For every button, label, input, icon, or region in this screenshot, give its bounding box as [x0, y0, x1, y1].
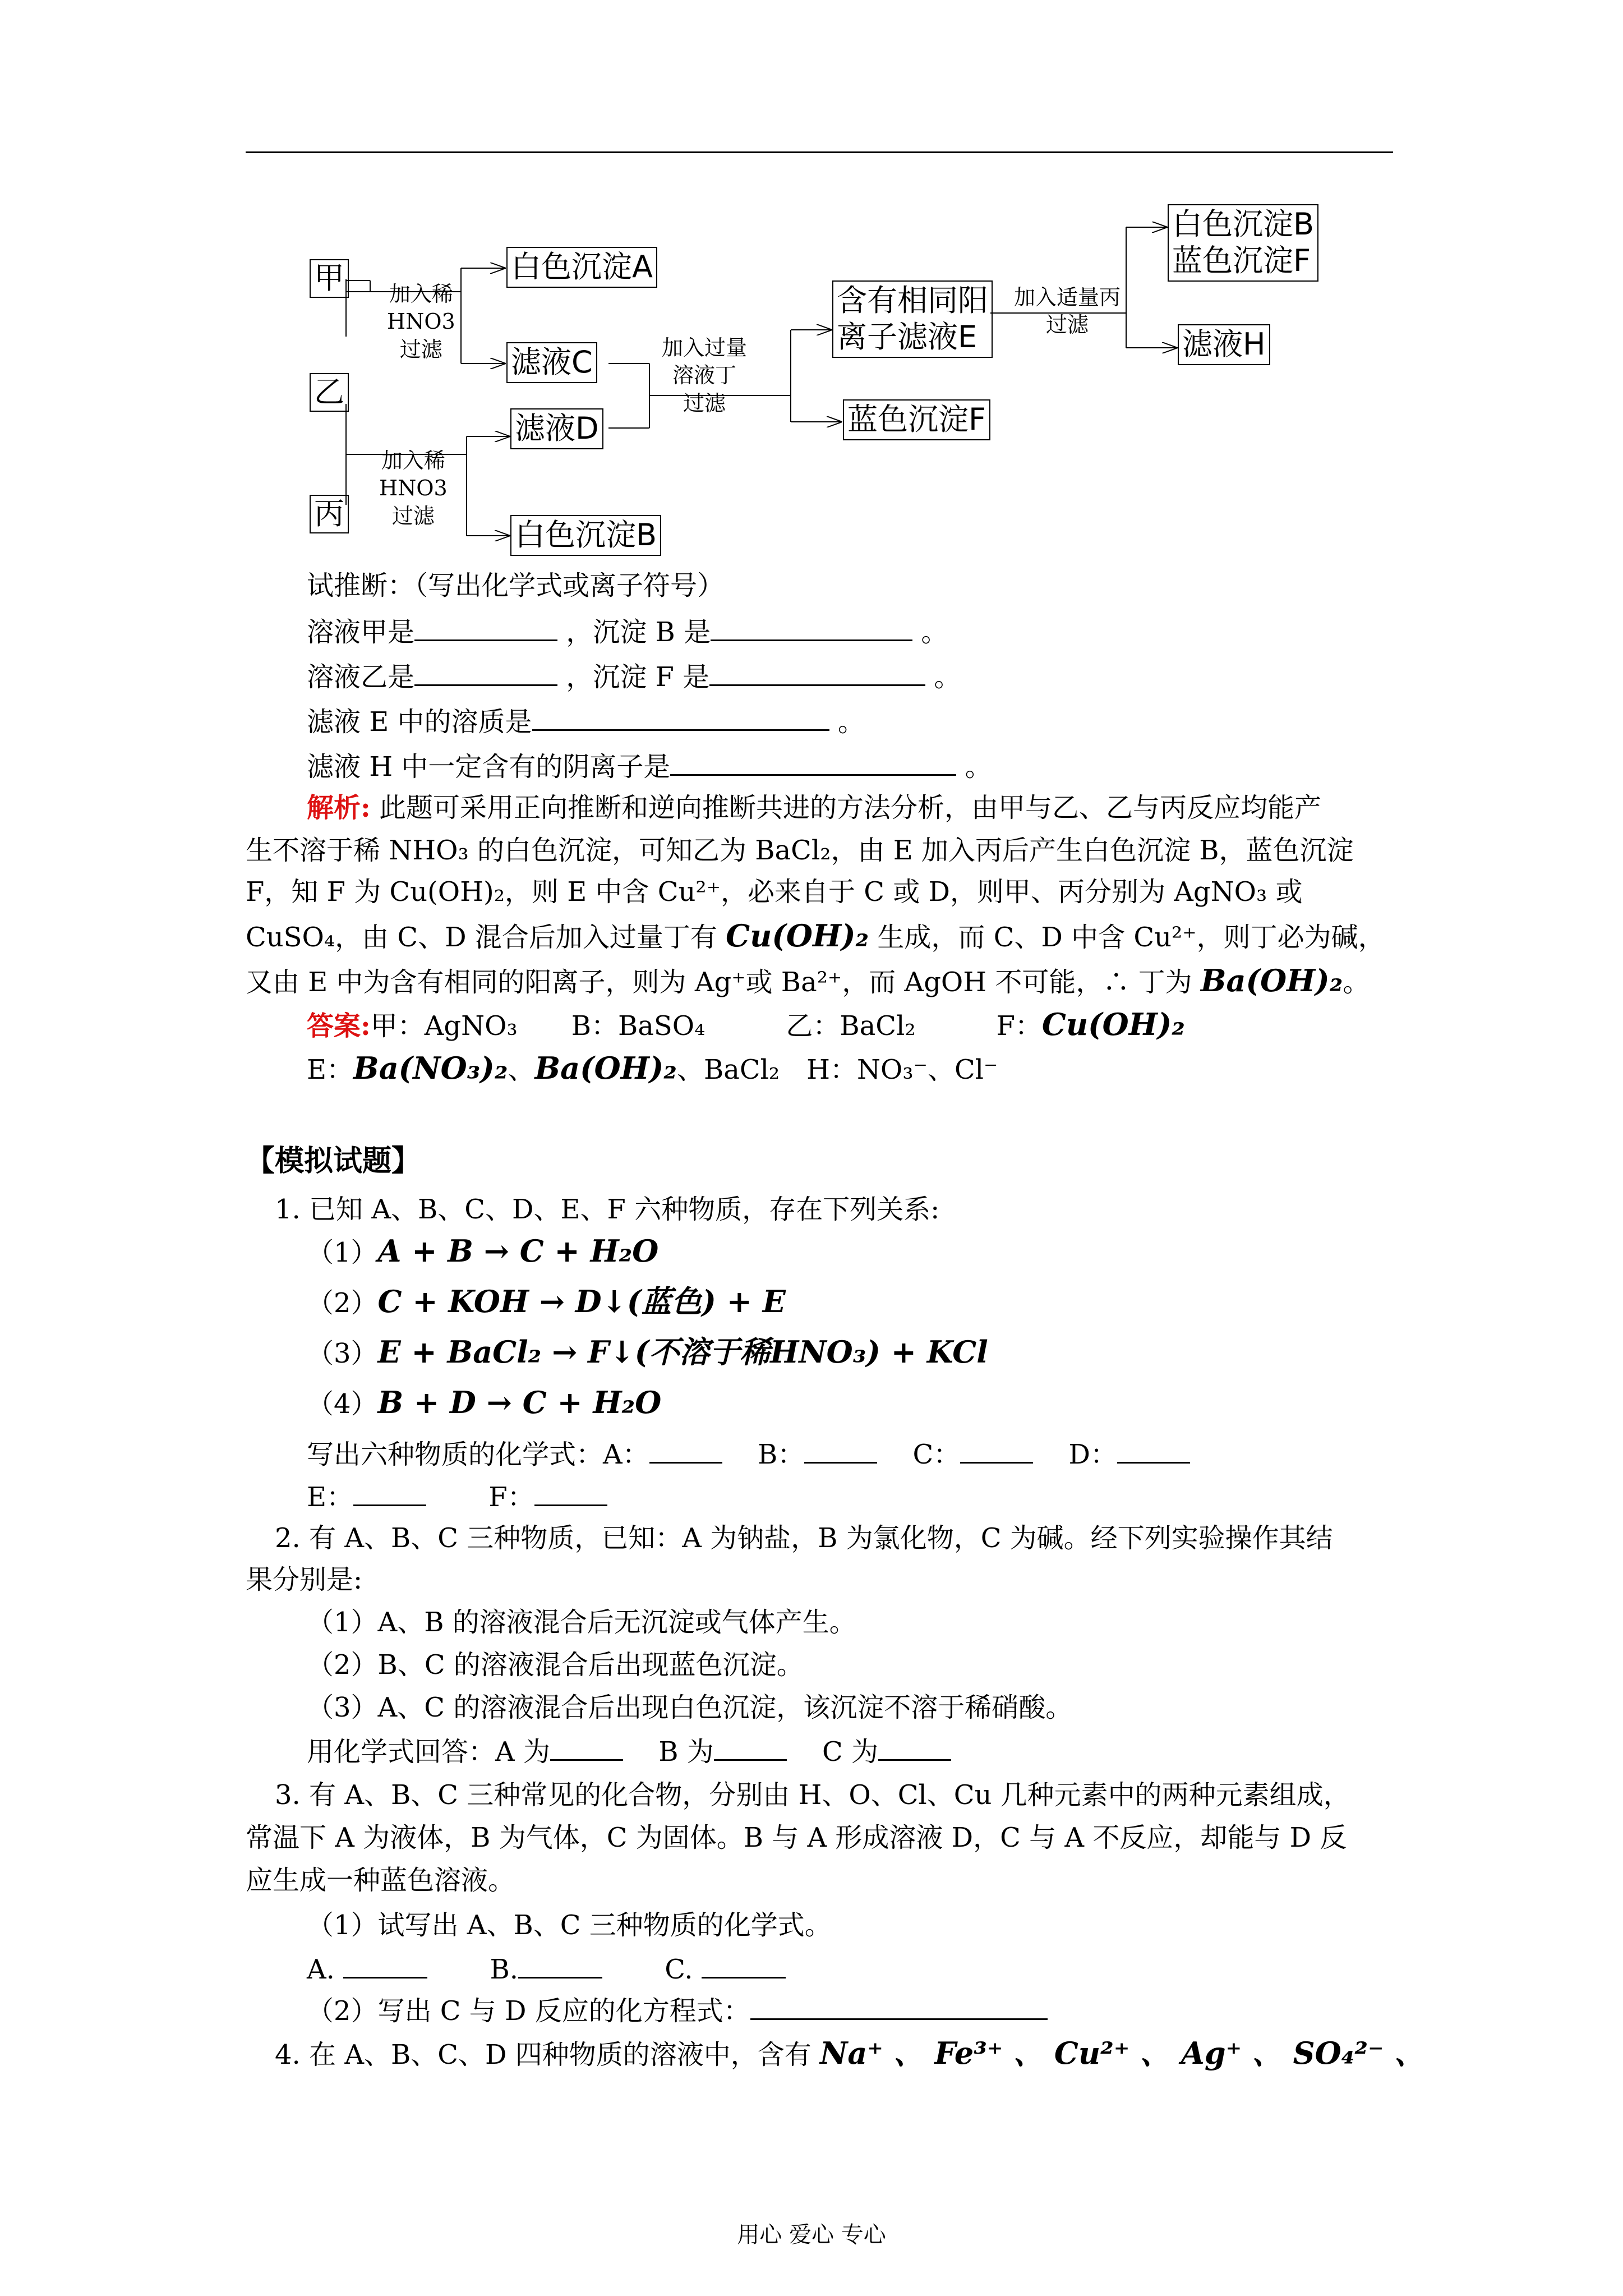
- inference-line-3: [307, 703, 865, 739]
- blank-precipitate-b[interactable]: [711, 614, 912, 641]
- condition-4: [1014, 284, 1121, 339]
- condition-4-line1: 加入适量丙: [1014, 285, 1121, 310]
- q1-label-c: C：: [912, 1439, 961, 1470]
- line3-text-a: 滤液 E 中的溶质是: [307, 706, 532, 738]
- answer-text-2a: E：: [307, 1054, 354, 1085]
- inference-line-1: [307, 614, 948, 649]
- q3-line-1: 3. 有 A、B、C 三种常见的化合物，分别由 H、O、Cl、Cu 几种元素中的两种元素组成，: [275, 1779, 1350, 1811]
- q2-item-1: （1）A、B 的溶液混合后无沉淀或气体产生。: [307, 1607, 856, 1638]
- line2-text-c: 。: [934, 661, 961, 693]
- condition-2-line3: 过滤: [391, 503, 435, 528]
- q3-label-c: C.: [665, 1954, 693, 1985]
- q1-ask-text: 写出六种物质的化学式：A：: [307, 1439, 649, 1470]
- q1-r2-equation: C + KOH → D↓(蓝色) + E: [377, 1283, 786, 1319]
- q2-label-b: B 为: [658, 1736, 714, 1768]
- q2-item-3: （3）A、C 的溶液混合后出现白色沉淀，该沉淀不溶于稀硝酸。: [307, 1692, 1073, 1723]
- q3-options: [307, 1951, 786, 1986]
- q1-blank-f[interactable]: [534, 1479, 607, 1506]
- node-filtrate-d: 滤液D: [510, 408, 603, 449]
- q4-ions: Na⁺ 、 Fe³⁺ 、 Cu²⁺ 、 Ag⁺ 、 SO₄²⁻ 、: [819, 2035, 1425, 2071]
- q1-ask-line-1: [307, 1436, 1190, 1471]
- q1-label-d: D：: [1068, 1439, 1117, 1470]
- q3-item-2: [307, 1993, 1048, 2028]
- q3-blank-equation[interactable]: [750, 1993, 1048, 2020]
- q2-item-2: （2）B、C 的溶液混合后出现蓝色沉淀。: [307, 1649, 804, 1681]
- line2-text-b: ，沉淀 F 是: [566, 661, 710, 693]
- flow-diagram: [0, 0, 1623, 561]
- node-white-precipitate-b: 白色沉淀B: [510, 515, 661, 556]
- condition-3-line2: 溶液丁: [672, 363, 737, 388]
- inference-intro: 试推断：（写出化学式或离子符号）: [307, 570, 725, 601]
- q1-r1-number: （1）: [307, 1237, 378, 1268]
- blank-solution-jia[interactable]: [414, 614, 557, 641]
- q3-label-a: A.: [307, 1954, 335, 1985]
- q3-item-1: （1）试写出 A、B、C 三种物质的化学式。: [307, 1910, 832, 1941]
- q1-reaction-2: [307, 1285, 786, 1320]
- q2-line-1: 2. 有 A、B、C 三种物质，已知：A 为钠盐，B 为氯化物，C 为碱。经下列实验操作其结: [275, 1522, 1333, 1554]
- q1-reaction-1: [307, 1234, 658, 1269]
- q1-r2-number: （2）: [307, 1287, 378, 1319]
- condition-3-line3: 过滤: [683, 390, 726, 416]
- condition-2: [379, 447, 448, 530]
- analysis-text-5b: 。: [1343, 967, 1370, 998]
- blank-solution-yi[interactable]: [414, 659, 557, 686]
- condition-1-line3: 过滤: [399, 337, 442, 362]
- node-precipitates-line2: 蓝色沉淀F: [1172, 242, 1311, 278]
- analysis-line-4: [246, 919, 1385, 954]
- condition-4-line2: 过滤: [1046, 312, 1089, 338]
- q1-blank-d[interactable]: [1117, 1436, 1190, 1464]
- q2-line-2: 果分别是:: [246, 1564, 363, 1595]
- inference-line-4: [307, 748, 992, 784]
- node-filtrate-h: 滤液H: [1178, 324, 1270, 365]
- q1-r1-equation: A + B → C + H₂O: [377, 1233, 659, 1269]
- node-jia: 甲: [310, 259, 349, 298]
- answer-formula-barium-hydroxide: Ba(OH)₂: [534, 1050, 677, 1086]
- answer-text-2c: 、BaCl₂ H：NO₃⁻、Cl⁻: [676, 1054, 998, 1085]
- condition-1-line2: HNO3: [387, 309, 455, 334]
- line1-text-b: ，沉淀 B 是: [566, 616, 711, 648]
- analysis-line-5: [246, 964, 1370, 999]
- q1-r3-number: （3）: [307, 1338, 378, 1369]
- q3-blank-c[interactable]: [702, 1951, 786, 1978]
- q1-stem: 1. 已知 A、B、C、D、E、F 六种物质，存在下列关系:: [275, 1194, 940, 1225]
- q1-blank-c[interactable]: [960, 1436, 1033, 1464]
- q3-item-2-text: （2）写出 C 与 D 反应的化方程式：: [307, 1995, 750, 2027]
- node-precipitates-b-f: [1168, 204, 1318, 282]
- line2-text-a: 溶液乙是: [307, 661, 415, 693]
- condition-2-line1: 加入稀: [381, 448, 445, 473]
- analysis-line-3: F，知 F 为 Cu(OH)₂，则 E 中含 Cu²⁺，必来自于 C 或 D，则甲、丙分别为 AgNO₃ 或: [246, 876, 1303, 908]
- line3-text-c: 。: [837, 706, 865, 738]
- analysis-label: 解析:: [307, 792, 371, 823]
- answer-line-2: [307, 1051, 998, 1087]
- answer-formula-barium-nitrate: Ba(NO₃)₂: [353, 1050, 508, 1086]
- answer-label: 答案:: [307, 1010, 371, 1042]
- q1-blank-e[interactable]: [353, 1479, 426, 1506]
- line4-text-c: 。: [965, 751, 992, 783]
- answer-text-2b: 、: [508, 1054, 535, 1085]
- node-filtrate-e: [832, 280, 993, 358]
- analysis-text-5a: 又由 E 中为含有相同的阳离子，则为 Ag⁺或 Ba²⁺，而 AgOH 不可能，∴ 丁为: [246, 967, 1201, 998]
- q1-r3-equation: E + BaCl₂ → F↓(不溶于稀HNO₃) + KCl: [377, 1334, 988, 1370]
- analysis-line-2: 生不溶于稀 NHO₃ 的白色沉淀，可知乙为 BaCl₂，由 E 加入丙后产生白色沉淀 B，蓝色沉淀: [246, 835, 1354, 866]
- condition-3: [662, 334, 747, 417]
- formula-barium-hydroxide: Ba(OH)₂: [1200, 963, 1343, 999]
- node-precipitates-line1: 白色沉淀B: [1172, 206, 1315, 242]
- analysis-text-4a: CuSO₄，由 C、D 混合后加入过量丁有: [246, 922, 726, 953]
- node-blue-precipitate-f: 蓝色沉淀F: [843, 399, 990, 440]
- line1-text-c: 。: [921, 616, 948, 648]
- q1-label-f: F：: [488, 1481, 534, 1513]
- q1-label-b: B：: [757, 1439, 805, 1470]
- q1-reaction-4: [307, 1386, 661, 1421]
- blank-filtrate-e-solute[interactable]: [532, 703, 829, 731]
- node-filtrate-e-line1: 含有相同阳: [837, 283, 988, 318]
- analysis-line-1: [307, 791, 1321, 825]
- condition-3-line1: 加入过量: [662, 335, 748, 360]
- q1-label-e: E：: [307, 1481, 354, 1513]
- page-footer: 用心 爱心 专心: [737, 2222, 886, 2248]
- node-filtrate-c: 滤液C: [506, 342, 597, 383]
- line1-text-a: 溶液甲是: [307, 616, 415, 648]
- inference-line-2: [307, 659, 961, 694]
- q3-line-3: 应生成一种蓝色溶液。: [246, 1865, 515, 1896]
- line4-text-a: 滤液 H 中一定含有的阴离子是: [307, 751, 671, 783]
- q1-reaction-3: [307, 1335, 988, 1370]
- q4-line-1: [275, 2036, 1424, 2072]
- section-title: 【模拟试题】: [246, 1144, 421, 1178]
- node-filtrate-e-line2: 离子滤液E: [837, 319, 978, 355]
- q1-ask-line-2: [307, 1479, 607, 1514]
- blank-precipitate-f[interactable]: [709, 659, 925, 686]
- answer-formula-f: Cu(OH)₂: [1041, 1006, 1185, 1042]
- q2-blank-a[interactable]: [550, 1733, 623, 1761]
- q3-label-b: B.: [490, 1954, 518, 1985]
- condition-2-line2: HNO3: [379, 476, 448, 501]
- q3-blank-a[interactable]: [343, 1951, 427, 1978]
- q1-blank-b[interactable]: [804, 1436, 877, 1464]
- q1-blank-a[interactable]: [649, 1436, 722, 1464]
- condition-1: [387, 280, 455, 364]
- q1-r4-number: （4）: [307, 1388, 378, 1420]
- analysis-text-1: 此题可采用正向推断和逆向推断共进的方法分析，由甲与乙、乙与丙反应均能产: [370, 792, 1321, 823]
- condition-1-line1: 加入稀: [389, 282, 453, 306]
- q1-r4-equation: B + D → C + H₂O: [377, 1384, 662, 1420]
- q3-line-2: 常温下 A 为液体，B 为气体，C 为固体。B 与 A 形成溶液 D，C 与 A 不反应，却能与 D 反: [246, 1822, 1347, 1853]
- q2-ask: [307, 1733, 951, 1769]
- answer-line-1: [307, 1007, 1185, 1043]
- q4-text: 4. 在 A、B、C、D 四种物质的溶液中，含有: [275, 2039, 820, 2070]
- blank-filtrate-h-anion[interactable]: [670, 748, 956, 776]
- node-bing: 丙: [310, 495, 349, 533]
- node-white-precipitate-a: 白色沉淀A: [506, 247, 657, 288]
- q3-blank-b[interactable]: [518, 1951, 602, 1978]
- q2-label-c: C 为: [822, 1736, 879, 1768]
- answer-text-1: 甲：AgNO₃ B：BaSO₄ 乙：BaCl₂ F：: [370, 1010, 1042, 1042]
- analysis-text-4b: 生成，而 C、D 中含 Cu²⁺，则丁必为碱，: [869, 922, 1385, 953]
- q2-ask-text: 用化学式回答：A 为: [307, 1736, 550, 1768]
- q2-blank-c[interactable]: [878, 1733, 951, 1761]
- q2-blank-b[interactable]: [714, 1733, 787, 1761]
- node-yi: 乙: [310, 373, 349, 412]
- formula-copper-hydroxide: Cu(OH)₂: [726, 918, 869, 954]
